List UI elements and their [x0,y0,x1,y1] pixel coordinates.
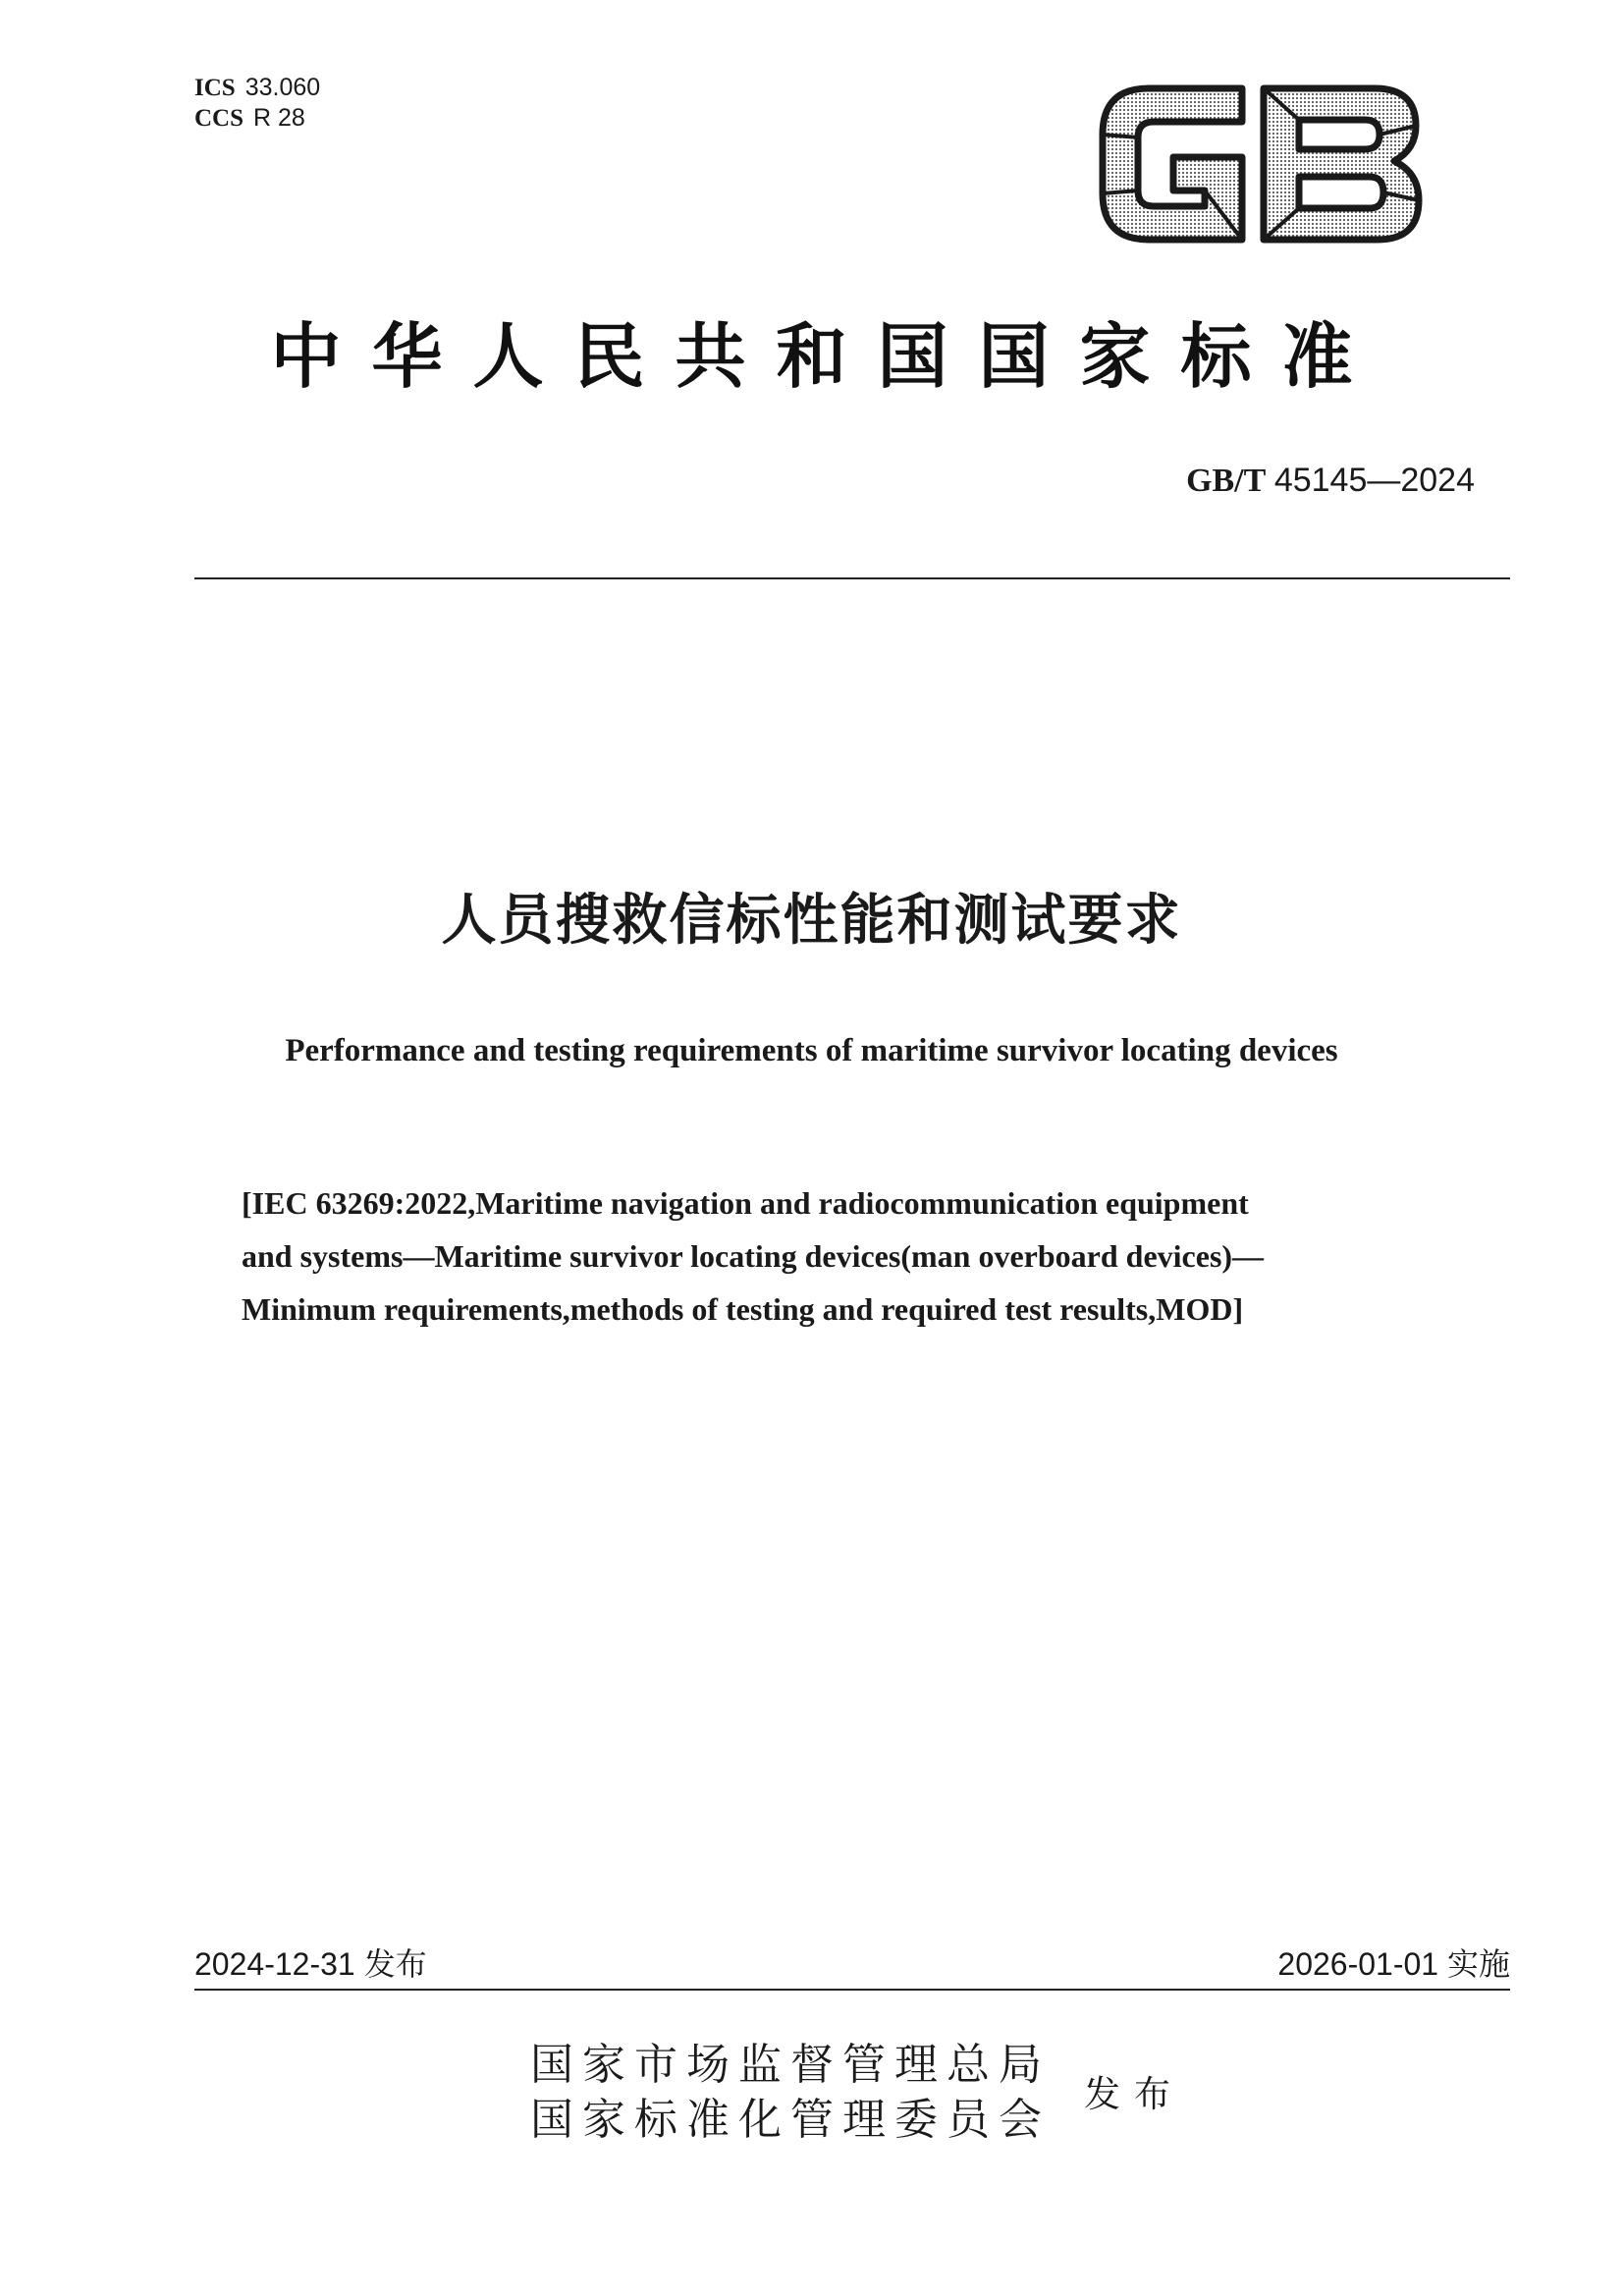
iec-reference-line-2: and systems—Maritime survivor locating devices(man overboard devices)— [242,1238,1265,1274]
issuing-authorities [530,2038,1051,2148]
classification-codes [194,73,320,134]
standard-number: GB/T 45145—2024 [1186,462,1475,499]
issuer-sac: 国家标准化管理委员会 [530,2095,1051,2145]
national-standard-heading: 中华人民共和国国家标准 [270,314,1383,398]
top-divider [194,577,1510,579]
publish-date: 2024-12-31 发布 [194,1946,427,1982]
chinese-title: 人员搜救信标性能和测试要求 [441,889,1182,953]
iec-reference-line-3: Minimum requirements,methods of testing and required test results,MOD] [242,1291,1244,1327]
iec-reference [242,1176,1469,1336]
ccs-code: CCS R 28 [194,104,305,132]
english-title: Performance and testing requirements of maritime survivor locating devices [285,1033,1338,1068]
bottom-divider [194,1989,1510,1991]
iec-reference-line-1: [IEC 63269:2022,Maritime navigation and radiocommunication equipment [242,1185,1249,1221]
gb-logo [1095,81,1424,247]
implementation-date: 2026-01-01 实施 [1277,1946,1510,1982]
issuer-samr: 国家市场监督管理总局 [530,2040,1051,2090]
ics-code: ICS 33.060 [194,74,321,101]
issue-label: 发布 [1084,2073,1184,2115]
